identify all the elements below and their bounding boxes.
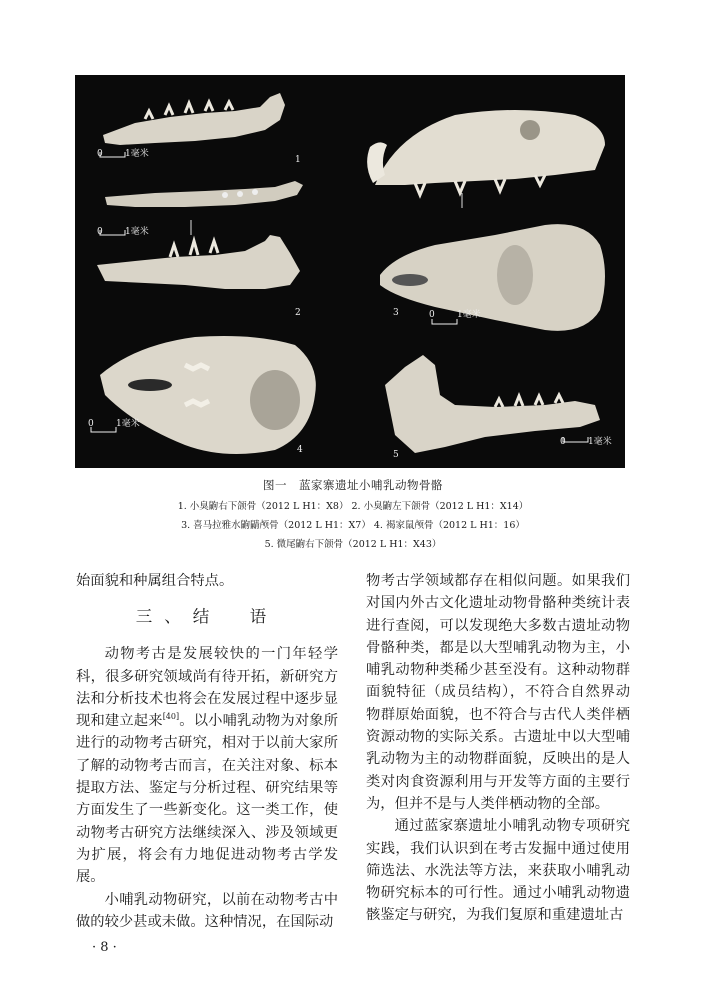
scale-label: 1毫米 (457, 310, 481, 320)
paragraph-continued: 物考古学领域都存在相似问题。如果我们对国内外古文化遗址动物骨骼种类统计表进行查阅，可以发现绝大多数古遗址动物骨骼种类，都是以大型哺乳动物为主，小哺乳动物种类稀少甚至没有。这种动物群面貌特征（成员结构），不符合自然界动物群原始面貌，也不符合与古代人类伴栖资源动物的实际关系。古遗址中以大型哺乳动物为主的动物群面貌，反映出的是人类对肉食资源利用与开发等方面的主要行为，但并不是与人类伴栖动物的全部。 (366, 573, 630, 812)
scale-label: 1毫米 (116, 419, 140, 429)
figure-caption-line: 1. 小臭鼩右下颌骨（2012 L H1：X8） 2. 小臭鼩左下颌骨（2012 L H1：X14） (177, 501, 529, 512)
scale-zero: 0 (97, 227, 103, 237)
panel-number: 3 (393, 308, 399, 318)
scale-label: 1毫米 (125, 149, 149, 159)
panel-number: 4 (297, 445, 303, 455)
paragraph (76, 643, 338, 888)
scale-label: 1毫米 (125, 227, 149, 237)
left-column (76, 570, 338, 933)
scale-label: 1毫米 (588, 437, 612, 447)
right-column (366, 570, 630, 927)
paragraph-continued: 始面貌和种属组合特点。 (76, 573, 234, 589)
section-heading: 三、结 语 (135, 607, 279, 627)
figure-plate (75, 75, 625, 468)
figure-caption-line: 3. 喜马拉雅水鼩鼱颅骨（2012 L H1：X7） 4. 褐家鼠颅骨（2012 L H1：16） (181, 520, 525, 531)
figure-caption-line: 5. 微尾鼩右下颌骨（2012 L H1：X43） (264, 539, 442, 550)
page-number: · 8 · (92, 940, 117, 955)
scale-zero: 0 (429, 310, 435, 320)
paragraph: 小哺乳动物研究，以前在动物考古中做的较少甚或未做。这种情况，在国际动 (76, 891, 338, 930)
paragraph-text: 动物考古是发展较快的一门年轻学科，很多研究领域尚有待开拓，新研究方法和分析技术也将会在发展过程中逐步显现和建立起来 (76, 646, 338, 730)
paragraph: 通过蓝家寨遗址小哺乳动物专项研究实践，我们认识到在考古发掘中通过使用筛选法、水洗法等方法，来获取小哺乳动物研究标本的可行性。通过小哺乳动物遗骸鉴定与研究，为我们复原和重建遗址古 (366, 818, 630, 924)
citation-ref: [40] (162, 712, 180, 722)
paragraph-text: 。以小哺乳动物为对象所进行的动物考古研究，相对于以前大家所了解的动物考古而言，在关注对象、标本提取方法、鉴定与分析过程、研究结果等方面发生了一些新变化。这一类工作，使动物考古研究方法继续深入、涉及领域更为扩展，将会有力地促进动物考古学发展。 (76, 713, 339, 886)
scale-zero: 0 (97, 149, 103, 159)
panel-number: 5 (393, 450, 399, 460)
scale-zero: 0 (560, 437, 566, 447)
scale-zero: 0 (88, 419, 94, 429)
figure-caption-title: 图一 蓝家寨遗址小哺乳动物骨骼 (263, 478, 443, 492)
panel-number: 1 (295, 155, 301, 165)
panel-number: 2 (295, 308, 301, 318)
